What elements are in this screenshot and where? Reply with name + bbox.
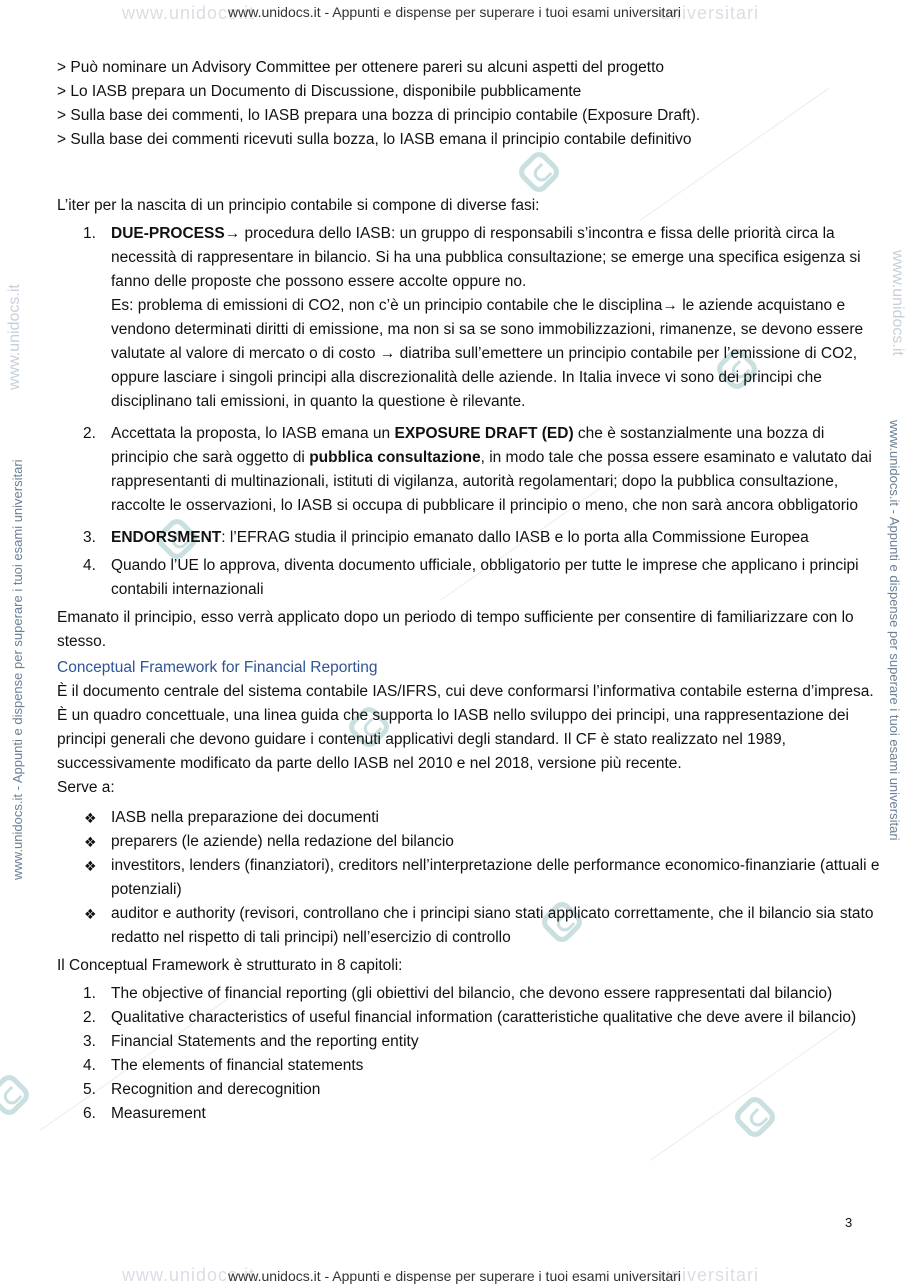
watermark-side-faint-right: www.unidocs.it: [889, 250, 906, 356]
step-number: 4.: [83, 557, 96, 574]
chapters-list: [57, 982, 880, 1126]
exposure-draft-term: EXPOSURE DRAFT (ED): [394, 425, 574, 442]
step-number: 3.: [83, 529, 96, 546]
watermark-side-left: www.unidocs.it - Appunti e dispense per superare i tuoi esami universitari: [10, 459, 25, 880]
chapter-number: 4.: [83, 1057, 96, 1074]
chapter-item: 3. Financial Statements and the reporting entity: [57, 1030, 880, 1054]
chapter-number: 5.: [83, 1081, 96, 1098]
watermark-ghost-bottom-left: www.unidocs.it: [122, 1265, 256, 1285]
list-item: ❖ IASB nella preparazione dei documenti: [57, 806, 880, 830]
list-item: ❖ investitors, lenders (finanziatori), creditors nell’interpretazione delle performance economico-finanziarie (attuali e potenziali): [57, 854, 880, 902]
spacer: [57, 152, 880, 194]
step-title: ENDORSMENT: [111, 529, 222, 546]
watermark-side-right: www.unidocs.it - Appunti e dispense per superare i tuoi esami universitari: [887, 420, 902, 841]
process-step: 4. Quando l’UE lo approva, diventa documento ufficiale, obbligatorio per tutte le imprese che applicano i principi contabili internazionali: [57, 554, 880, 602]
watermark-logo-icon: [0, 1071, 33, 1119]
intro-line: > Sulla base dei commenti, lo IASB prepara una bozza di principio contabile (Exposure Draft).: [57, 107, 701, 124]
intro-line: > Può nominare un Advisory Committee per ottenere pareri su alcuni aspetti del progetto: [57, 59, 664, 76]
watermark-ghost-left: www.unidocs.it: [122, 3, 256, 23]
diamond-bullet-icon: ❖: [84, 810, 97, 826]
watermark-side-faint-left: www.unidocs.it: [6, 284, 23, 390]
watermark-header: www.unidocs.it - Appunti e dispense per superare i tuoi esami universitari: [228, 4, 681, 20]
diamond-bullet-icon: ❖: [84, 906, 97, 922]
page-body: [57, 56, 880, 1126]
serve-a-label: Serve a:: [57, 779, 115, 796]
list-item: ❖ preparers (le aziende) nella redazione del bilancio: [57, 830, 880, 854]
diamond-bullet-icon: ❖: [84, 834, 97, 850]
diamond-bullet-icon: ❖: [84, 858, 97, 874]
purpose-list: [57, 806, 880, 950]
intro-line: > Lo IASB prepara un Documento di Discussione, disponibile pubblicamente: [57, 83, 582, 100]
list-item: ❖ auditor e authority (revisori, controllano che i principi siano stati applicato correttamente, che il bilancio sia stato redatto nel rispetto di tali principi) nell’esercizio di controllo: [57, 902, 880, 950]
arrow-right-icon: →: [379, 345, 396, 362]
chapter-item: 5. Recognition and derecognition: [57, 1078, 880, 1102]
emanato-paragraph: Emanato il principio, esso verrà applicato dopo un periodo di tempo sufficiente per consentire di familiarizzare con lo stesso.: [57, 609, 854, 650]
chapters-intro: Il Conceptual Framework è strutturato in 8 capitoli:: [57, 957, 403, 974]
chapter-item: 1. The objective of financial reporting (gli obiettivi del bilancio, che devono essere rappresentati dal bilancio): [57, 982, 880, 1006]
public-consultation-term: pubblica consultazione: [309, 449, 481, 466]
watermark-footer: www.unidocs.it - Appunti e dispense per superare i tuoi esami universitari: [228, 1268, 681, 1284]
process-step: [57, 222, 880, 414]
chapter-item: 4. The elements of financial statements: [57, 1054, 880, 1078]
cf-paragraph: È il documento centrale del sistema contabile IAS/IFRS, cui deve conformarsi l’informativa contabile esterna d’impresa. È un quadro concettuale, una linea guida che supporta lo IASB nello sviluppo dei principi, una rappresentazione dei principi generali che devono guidare i contenuti applicativi degli standard. Il CF è stato realizzato nel 1989, successivamente modificato da parte dello IASB nel 2010 e nel 2018, versione più recente.: [57, 683, 874, 772]
step-example: Es: problema di emissioni di CO2, non c’è un principio contabile che le disciplina→ le aziende acquistano e vendono determinati diritti di emissione, ma non si sa se sono immobilizzazioni, rimanenze, se devono essere valutate al valore di mercato o di costo → diatriba sull’emettere un principio contabile per l’emissione di CO2, oppure lasciare i singoli principi alla discrezionalità delle aziende. In Italia invece vi sono dei principi che disciplinano tali emissioni, in quanto la questione è rilevante.: [111, 297, 864, 410]
watermark-ghost-right: universitari: [660, 3, 760, 23]
chapter-item: 2. Qualitative characteristics of useful financial information (caratteristiche qualitative che deve avere il bilancio): [57, 1006, 880, 1030]
chapter-number: 1.: [83, 985, 96, 1002]
watermark-ghost-bottom-right: universitari: [660, 1265, 760, 1285]
step-text: procedura dello IASB: un gruppo di responsabili s’incontra e fissa delle priorità circa la necessità di rappresentare in bilancio. Si ha una pubblica consultazione; se emerge una specifica esigenza si fanno delle proposte che possono essere accolte oppure no.: [111, 225, 861, 290]
process-steps-list: [57, 222, 880, 602]
chapter-number: 6.: [83, 1105, 96, 1122]
page-number: 3: [845, 1215, 853, 1230]
arrow-right-icon: →: [662, 297, 678, 314]
section-heading: Conceptual Framework for Financial Reporting: [57, 659, 378, 676]
intro-line: > Sulla base dei commenti ricevuti sulla bozza, lo IASB emana il principio contabile definitivo: [57, 131, 692, 148]
step-number: 2.: [83, 425, 96, 442]
chapter-number: 3.: [83, 1033, 96, 1050]
arrow-right-icon: →: [224, 225, 241, 242]
process-step: 3. ENDORSMENT: l’EFRAG studia il principio emanato dallo IASB e lo porta alla Commissione Europea: [57, 526, 880, 550]
step-number: 1.: [83, 225, 96, 242]
iter-intro: L’iter per la nascita di un principio contabile si compone di diverse fasi:: [57, 197, 540, 214]
chapter-item: 6. Measurement: [57, 1102, 880, 1126]
process-step: 2. Accettata la proposta, lo IASB emana un EXPOSURE DRAFT (ED) che è sostanzialmente una bozza di principio che sarà oggetto di pubblica consultazione, in modo tale che possa essere esaminato e valutato dai rappresentanti di multinazionali, istituti di vigilanza, autorità regolamentari; dopo la pubblica consultazione, raccolte le osservazioni, lo IASB si occupa di pubblicare il principio o meno, che non sarà ancora obbligatorio: [57, 422, 880, 518]
chapter-number: 2.: [83, 1009, 96, 1026]
step-title: DUE-PROCESS: [111, 225, 225, 242]
